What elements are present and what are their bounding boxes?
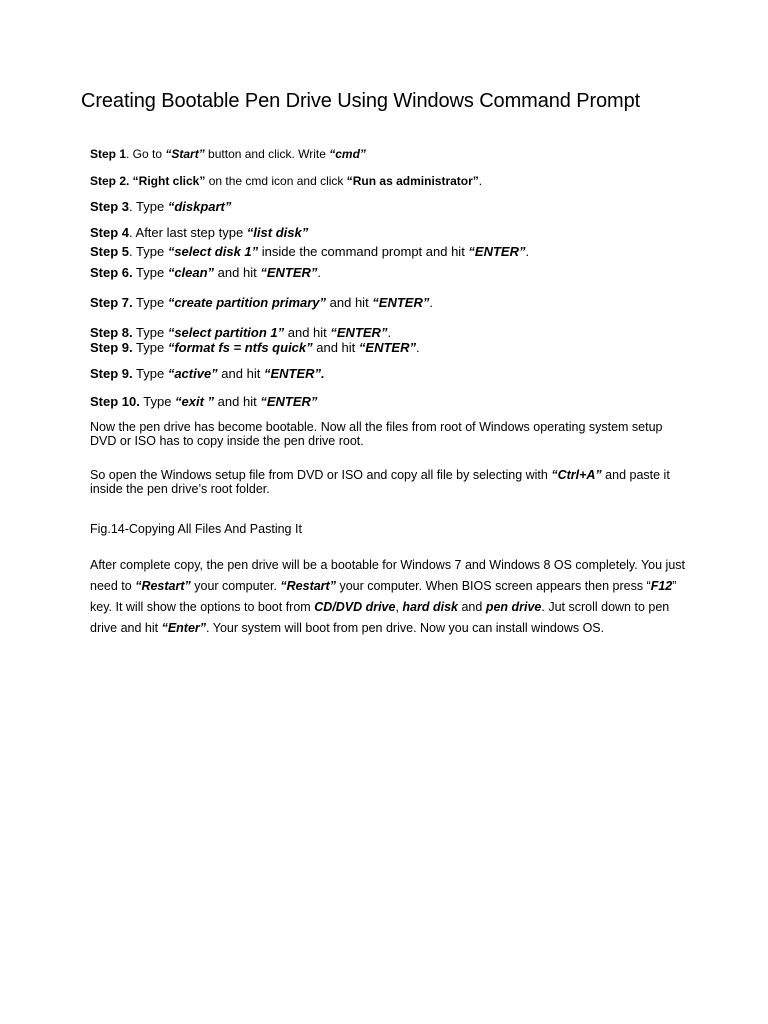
- text-run: “ENTER”: [260, 394, 318, 409]
- step-10: [90, 395, 317, 408]
- text-run: . Type: [129, 199, 168, 214]
- text-run: “list disk”: [246, 225, 309, 240]
- page-title: Creating Bootable Pen Drive Using Windows Command Prompt: [81, 90, 641, 112]
- text-run: “ENTER”: [330, 325, 388, 340]
- paragraph-bootable: Now the pen drive has become bootable. Now all the files from root of Windows operating system setup DVD or ISO has to copy inside the pen drive root.: [90, 420, 663, 448]
- text-run: “active”: [167, 366, 218, 381]
- text-run: CD/DVD drive: [314, 600, 396, 614]
- text-run: .: [317, 265, 322, 280]
- text-run: . Jut scroll down to pen drive and hit: [90, 600, 670, 635]
- text-run: After complete copy, the pen drive will be a bootable for Windows 7 and Windows 8 OS completely. You just need to: [90, 558, 685, 593]
- text-run: pen drive: [485, 600, 542, 614]
- text-run: So open the Windows setup file from DVD or ISO and copy all file by selecting with: [90, 468, 552, 482]
- text-run: “Restart”: [135, 579, 191, 593]
- step-9-active: [90, 367, 325, 380]
- text-run: .: [415, 340, 420, 355]
- step-8: [90, 326, 391, 339]
- text-run: Step 7.: [90, 295, 133, 310]
- text-run: “exit ”: [175, 394, 215, 409]
- text-run: “select disk 1”: [167, 244, 259, 259]
- step-7: [90, 296, 433, 309]
- text-run: “create partition primary”: [167, 295, 327, 310]
- text-run: and hit: [217, 366, 264, 381]
- text-run: “ENTER”: [358, 340, 416, 355]
- paragraph-copy: [90, 468, 690, 496]
- text-run: Step 8.: [90, 325, 133, 340]
- text-run: Step 1: [90, 147, 127, 161]
- text-run: Type: [139, 394, 176, 409]
- text-run: Step 10.: [90, 394, 140, 409]
- figure-caption: Fig.14-Copying All Files And Pasting It: [90, 522, 302, 536]
- text-run: . Type: [129, 244, 168, 259]
- text-run: button and click. Write: [204, 147, 330, 161]
- text-run: and: [458, 600, 486, 614]
- step-5: [90, 245, 529, 258]
- step-9-format: [90, 341, 420, 354]
- text-run: inside the command prompt and hit: [258, 244, 469, 259]
- step-6: [90, 266, 321, 279]
- text-run: . Go to: [126, 147, 166, 161]
- text-run: ” key. It will show the options to boot from: [90, 579, 677, 614]
- text-run: “Enter”: [161, 621, 207, 635]
- text-run: and hit: [312, 340, 359, 355]
- text-run: “ENTER”: [260, 265, 318, 280]
- step-4: [90, 226, 308, 239]
- text-run: “clean”: [167, 265, 215, 280]
- text-run: Step 5: [90, 244, 130, 259]
- text-run: your computer. When BIOS screen appears then press “: [335, 579, 651, 593]
- text-run: Step 4: [90, 225, 130, 240]
- text-run: “select partition 1”: [167, 325, 285, 340]
- text-run: .: [387, 325, 392, 340]
- text-run: “Start”: [165, 147, 205, 161]
- text-run: “ENTER”.: [263, 366, 325, 381]
- text-run: Type: [132, 340, 168, 355]
- text-run: “Restart”: [280, 579, 336, 593]
- text-run: “ENTER”: [468, 244, 526, 259]
- text-run: . Your system will boot from pen drive. Now you can install windows OS.: [206, 621, 605, 635]
- text-run: . After last step type: [129, 225, 247, 240]
- text-run: Step 6.: [90, 265, 133, 280]
- text-run: hard disk: [402, 600, 458, 614]
- text-run: and hit: [326, 295, 373, 310]
- paragraph-final: [90, 555, 690, 639]
- text-run: Step 2. “Right click”: [90, 174, 206, 188]
- text-run: Type: [132, 265, 168, 280]
- step-3: [90, 200, 231, 213]
- step-2: [90, 175, 482, 187]
- text-run: F12: [650, 579, 673, 593]
- text-run: .: [478, 174, 483, 188]
- text-run: on the cmd icon and click: [205, 174, 347, 188]
- text-run: “Ctrl+A”: [551, 468, 602, 482]
- text-run: Type: [132, 325, 168, 340]
- text-run: Type: [132, 295, 168, 310]
- step-1: [90, 148, 366, 160]
- text-run: Type: [132, 366, 168, 381]
- text-run: Step 9.: [90, 340, 133, 355]
- text-run: and paste it inside the pen drive’s root folder.: [90, 468, 670, 496]
- text-run: your computer.: [190, 579, 281, 593]
- text-run: and hit: [214, 265, 261, 280]
- text-run: .: [429, 295, 433, 310]
- text-run: “diskpart”: [167, 199, 232, 214]
- text-run: Step 3: [90, 199, 130, 214]
- text-run: “cmd”: [329, 147, 366, 161]
- text-run: Step 9.: [90, 366, 133, 381]
- text-run: .: [525, 244, 530, 259]
- text-run: and hit: [284, 325, 331, 340]
- text-run: “ENTER”: [372, 295, 430, 310]
- text-run: “format fs = ntfs quick”: [167, 340, 313, 355]
- text-run: ,: [395, 600, 403, 614]
- text-run: and hit: [214, 394, 261, 409]
- text-run: “Run as administrator”: [346, 174, 479, 188]
